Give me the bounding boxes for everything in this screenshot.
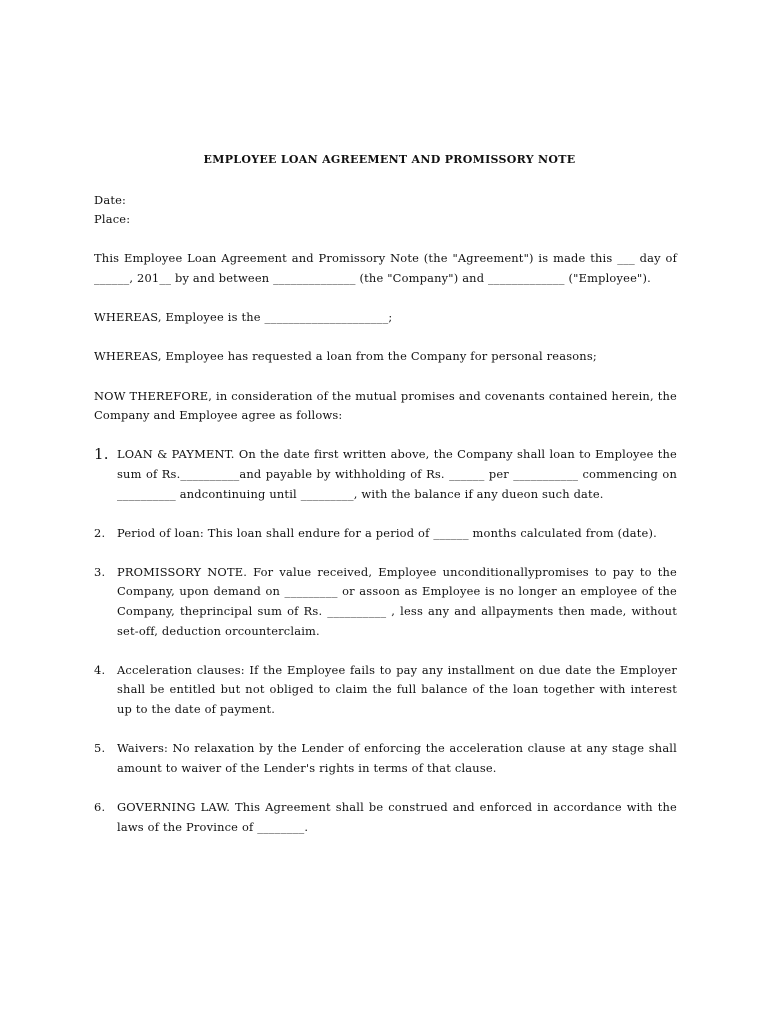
clause-item-2 [94,524,677,544]
spacer [94,289,677,309]
intro-paragraph: This Employee Loan Agreement and Promissory Note (the "Agreement") is made this ___ day of ______, 201__ by and between ______________ (the "Company") and _____________ ("Employee"). [94,251,677,285]
spacer [94,641,677,661]
clause-list [94,445,677,837]
spacer [94,230,677,250]
document-page [94,150,677,837]
date-label: Date: [94,192,127,207]
spacer [94,543,677,563]
whereas-paragraph-2: WHEREAS, Employee has requested a loan from the Company for personal reasons; [94,349,597,364]
clause-text: Acceleration clauses: If the Employee fails to pay any installment on due date the Employer shall be entitled but not obliged to claim the full balance of the loan together with interest up to the date of payment. [117,662,677,717]
clause-number: 4. [94,662,106,677]
spacer [94,504,677,524]
spacer [94,367,677,387]
clause-item-4 [94,661,677,720]
clause-item-3 [94,563,677,641]
clause-item-6 [94,798,677,837]
clause-text: Period of loan: This loan shall endure for a period of ______ months calculated from (date). [117,525,657,540]
now-therefore-paragraph: NOW THEREFORE, in consideration of the mutual promises and covenants contained herein, the Company and Employee agree as follows: [94,388,677,423]
clause-text: Waivers: No relaxation by the Lender of enforcing the acceleration clause at any stage shall amount to waiver of the Lender's rights in terms of that clause. [117,741,677,775]
clause-number: 5. [94,741,106,756]
clause-text: PROMISSORY NOTE. For value received, Employee unconditionallypromises to pay to the Company, upon demand on _________ or assoon as Employee is no longer an employee of the Company, theprincipal sum of Rs. __________ , less any and allpayments then made, without set-off, deduction orcounterclaim. [117,564,677,638]
spacer [94,328,677,348]
place-label: Place: [94,212,131,227]
document-title: EMPLOYEE LOAN AGREEMENT AND PROMISSORY NOTE [203,153,576,166]
clause-number: 3. [94,564,106,579]
spacer [94,778,677,798]
whereas-paragraph-1: WHEREAS, Employee is the _____________________; [94,310,393,325]
clause-item-5 [94,739,677,778]
clause-number: 2. [94,525,106,540]
spacer [94,426,677,446]
clause-number: 6. [94,800,106,814]
spacer [94,720,677,740]
clause-text: GOVERNING LAW. This Agreement shall be construed and enforced in accordance with the laws of the Province of ________. [117,800,677,834]
clause-text: LOAN & PAYMENT. On the date first written above, the Company shall loan to Employee the sum of Rs.__________and payable by withholding of Rs. ______ per ___________ commencing on __________ andcontinuing until _________, with the balance if any dueon such date. [117,447,677,501]
clause-number: 1. [94,445,109,464]
clause-item-1 [94,445,677,504]
